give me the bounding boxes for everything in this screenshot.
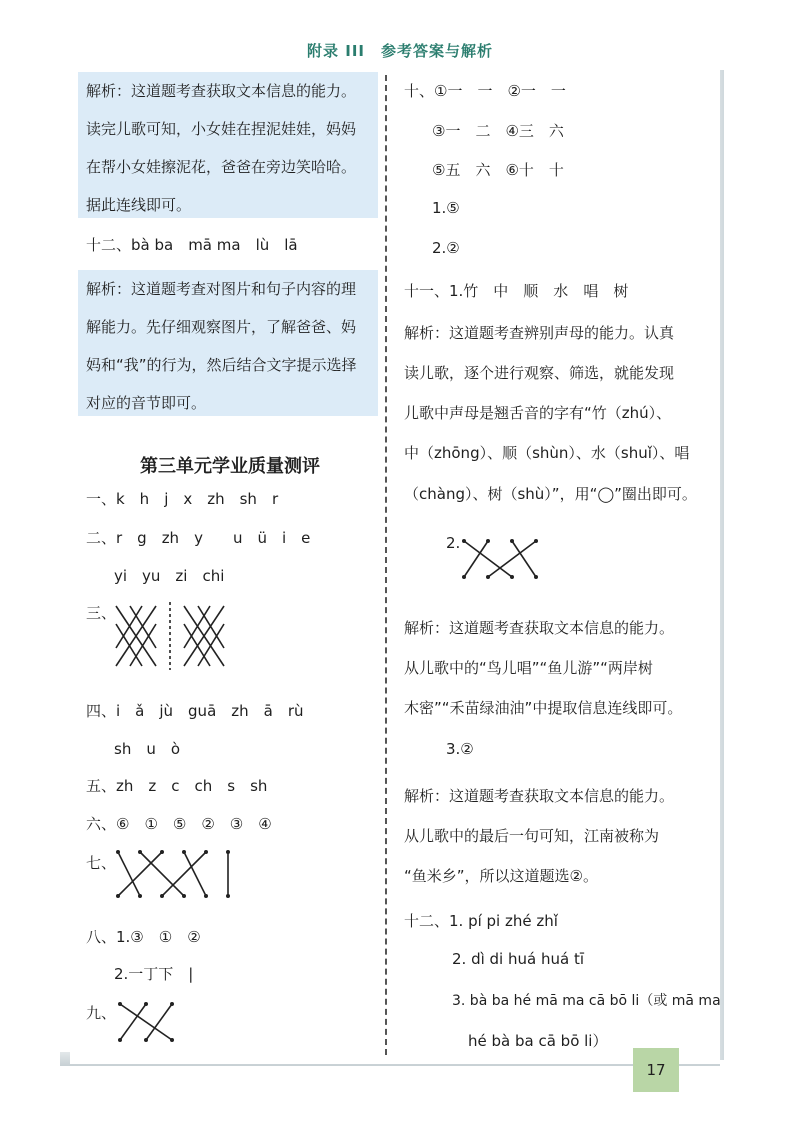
answer-r11: 十一、1.竹 中 顺 水 唱 树	[404, 282, 629, 300]
answer-a1: 一、k h j x zh sh r	[86, 490, 279, 508]
answer-r12-line: 2. dì di huá huá tī	[452, 950, 584, 968]
answer-a2-cont: yi yu zi chi	[114, 567, 225, 585]
answer-a5: 五、zh z c ch s sh	[86, 777, 268, 795]
note2-line: 解能力。先仔细观察图片，了解爸爸、妈	[86, 318, 357, 336]
note1-line: 据此连线即可。	[86, 196, 192, 214]
answer-r12-line: 3. bà ba hé mā ma cā bō li（或 mā ma	[452, 993, 721, 1009]
matching-diagram-a9	[116, 1000, 196, 1044]
answer-a8-cont: 2.一丁下 |	[114, 965, 194, 983]
answer-r12: 十二、1. pí pi zhé zhǐ	[404, 912, 558, 930]
answer-r10-line: ③一 二 ④三 六	[432, 122, 564, 140]
note2-line: 妈和“我”的行为，然后结合文字提示选择	[86, 356, 357, 374]
matching-diagram-r11	[460, 537, 550, 581]
column-divider	[385, 75, 387, 1055]
answer-r11-2: 2.	[446, 534, 461, 552]
answer-q12: 十二、bà ba mā ma lù lā	[86, 236, 298, 254]
answer-a2: 二、r g zh y u ü i e	[86, 529, 311, 547]
note5-line: 解析：这道题考查获取文本信息的能力。	[404, 787, 675, 805]
note1-line: 在帮小女娃擦泥花，爸爸在旁边笑哈哈。	[86, 158, 357, 176]
answer-a4: 四、i ǎ jù guā zh ā rù	[86, 702, 304, 720]
answer-r10: 十、①一 一 ②一 一	[404, 82, 566, 100]
note5-line: “鱼米乡”，所以这道题选②。	[404, 867, 598, 885]
note3-line: 读儿歌，逐个进行观察、筛选，就能发现	[404, 364, 675, 382]
note3-line: （chàng）、树（shù）”，用“◯”圈出即可。	[404, 485, 697, 503]
note1-line: 解析：这道题考查获取文本信息的能力。	[86, 82, 357, 100]
page-header: 附录 III 参考答案与解析	[307, 42, 493, 60]
note2-line: 对应的音节即可。	[86, 394, 207, 412]
note4-line: 解析：这道题考查获取文本信息的能力。	[404, 619, 675, 637]
matching-diagram-a7	[114, 850, 254, 900]
answer-r12-line: hé bà ba cā bō li）	[468, 1032, 608, 1050]
answer-a3: 三、	[86, 604, 117, 622]
answer-r10-line: 2.②	[432, 239, 460, 257]
answer-a7: 七、	[86, 854, 117, 872]
note3-line: 中（zhōng）、顺（shùn）、水（shuǐ）、唱	[404, 444, 690, 462]
answer-r11-3: 3.②	[446, 740, 474, 758]
unit-title: 第三单元学业质量测评	[140, 456, 320, 477]
answer-a4-cont: sh u ò	[114, 740, 181, 758]
answer-a6: 六、⑥ ① ⑤ ② ③ ④	[86, 815, 272, 833]
answer-a8: 八、1.③ ① ②	[86, 928, 201, 946]
note3-line: 解析：这道题考查辨别声母的能力。认真	[404, 324, 675, 342]
note3-line: 儿歌中声母是翘舌音的字有“竹（zhú）、	[404, 404, 672, 422]
note1-line: 读完儿歌可知，小女娃在捏泥娃娃，妈妈	[86, 120, 357, 138]
page-number: 17	[633, 1048, 679, 1092]
note5-line: 从儿歌中的最后一句可知，江南被称为	[404, 827, 660, 845]
matching-diagram-a3	[112, 602, 262, 672]
answer-r10-line: ⑤五 六 ⑥十 十	[432, 161, 564, 179]
note4-line: 从儿歌中的“鸟儿唱”“鱼儿游”“两岸树	[404, 659, 653, 677]
note2-line: 解析：这道题考查对图片和句子内容的理	[86, 280, 357, 298]
answer-a9: 九、	[86, 1004, 117, 1022]
answer-r10-line: 1.⑤	[432, 199, 460, 217]
note4-line: 木密”“禾苗绿油油”中提取信息连线即可。	[404, 699, 683, 717]
